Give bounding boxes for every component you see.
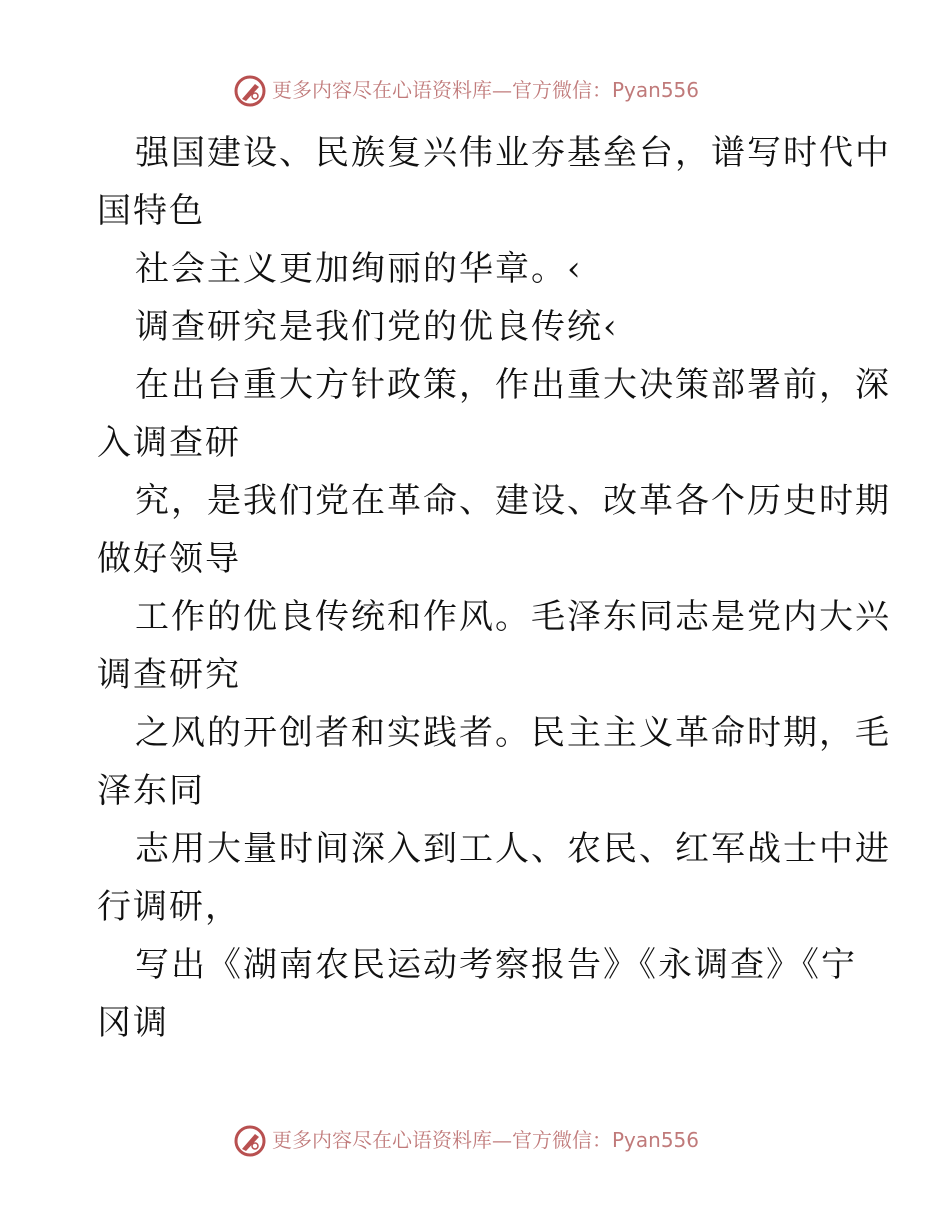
body-line: 调查研究: [97, 655, 241, 695]
header-text: [272, 78, 699, 102]
pen-nib-logo-icon: [233, 1124, 267, 1158]
body-line: 冈调: [97, 1003, 169, 1043]
body-line: 志用大量时间深入到工人、农民、红军战士中进: [135, 829, 891, 869]
body-line: 调查研究是我们党的优良传统‹: [135, 307, 619, 347]
body-line: 究，是我们党在革命、建设、改革各个历史时期: [135, 481, 891, 521]
pen-nib-logo-icon: [233, 74, 267, 108]
footer-wechat-id: Pyan556: [612, 1128, 700, 1152]
body-line: 入调查研: [97, 423, 241, 463]
body-line: 行调研，: [97, 887, 241, 927]
footer-text: [272, 1128, 699, 1152]
body-line: 写出《湖南农民运动考察报告》《永调查》《宁: [135, 945, 857, 985]
body-line: 之风的开创者和实践者。民主主义革命时期，毛: [135, 713, 891, 753]
body-line: 强国建设、民族复兴伟业夯基垒台，谱写时代中: [135, 133, 891, 173]
body-line: 在出台重大方针政策，作出重大决策部署前，深: [135, 365, 891, 405]
footer-label: 更多内容尽在心语资料库—官方微信：: [272, 1128, 612, 1152]
header-label: 更多内容尽在心语资料库—官方微信：: [272, 78, 612, 102]
header-wechat-id: Pyan556: [612, 78, 700, 102]
body-line: 国特色: [97, 191, 205, 231]
document-body: [97, 124, 891, 1052]
body-line: 社会主义更加绚丽的华章。‹: [135, 249, 583, 289]
footer-banner: [0, 1120, 950, 1160]
body-line: 泽东同: [97, 771, 205, 811]
body-line: 做好领导: [97, 539, 241, 579]
header-banner: [0, 70, 950, 110]
body-line: 工作的优良传统和作风。毛泽东同志是党内大兴: [135, 597, 891, 637]
